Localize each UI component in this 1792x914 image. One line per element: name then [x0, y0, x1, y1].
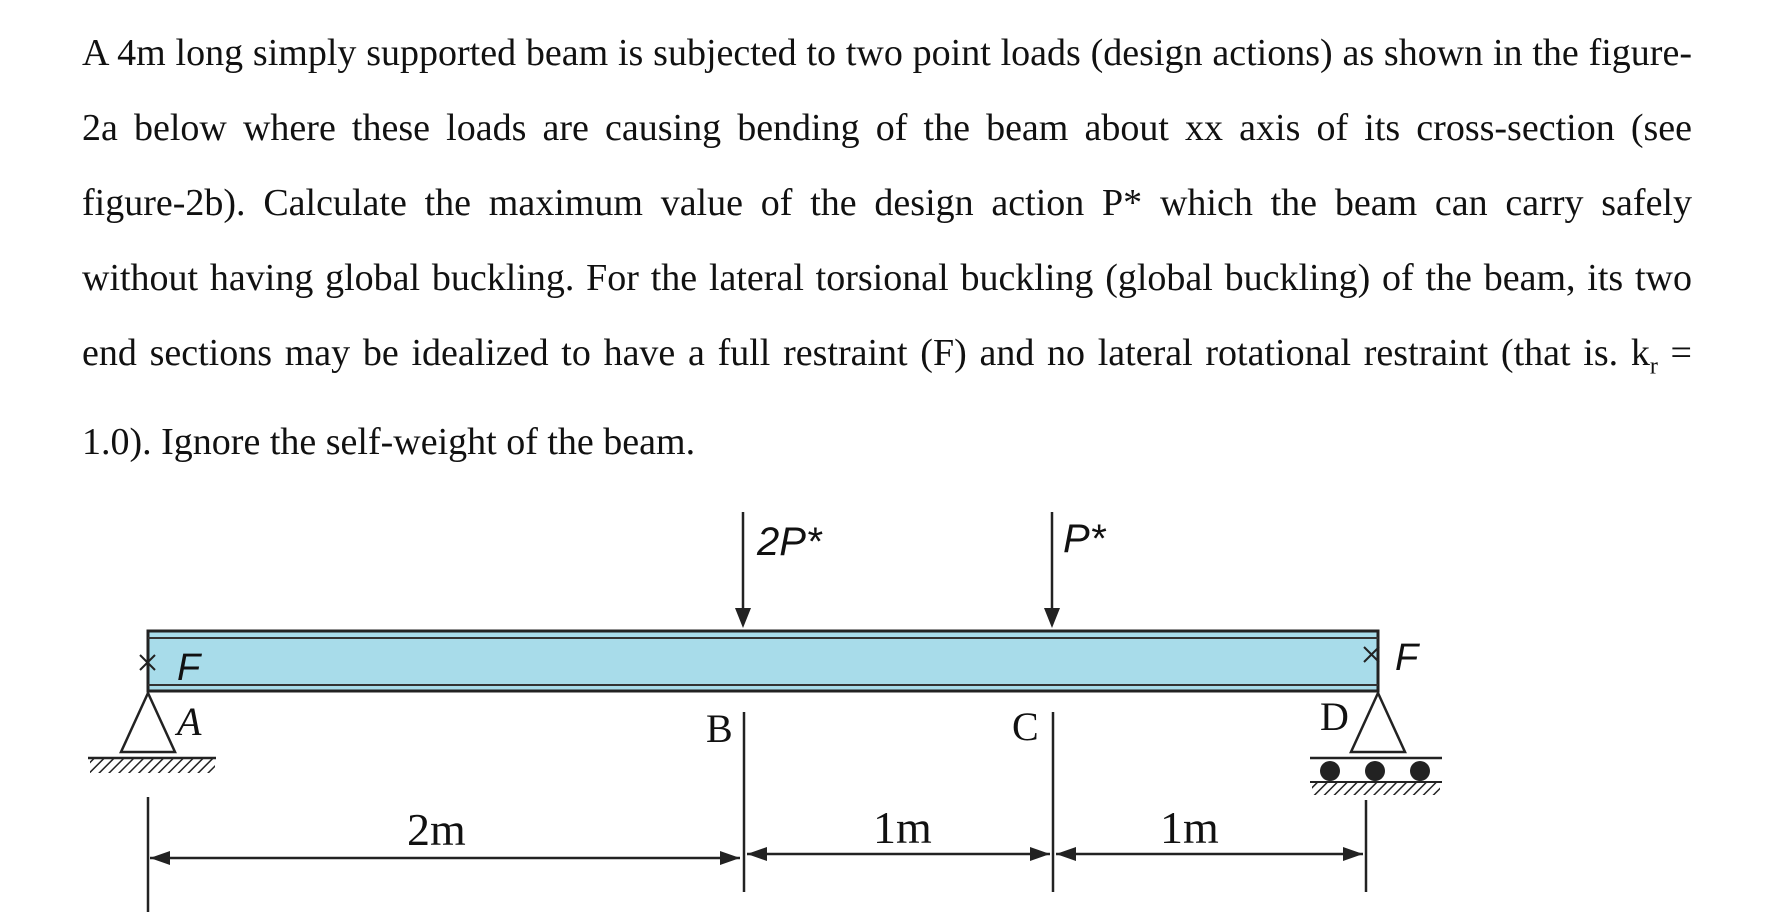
load-2p-arrow	[735, 512, 751, 628]
point-b-label: B	[706, 706, 733, 751]
point-c-label: C	[1012, 704, 1039, 749]
dimension-bc-label: 1m	[873, 802, 932, 853]
problem-subscript: r	[1649, 353, 1658, 380]
load-p-label: P*	[1063, 517, 1106, 561]
point-d-label: D	[1320, 694, 1349, 739]
dimension-ab-label: 2m	[407, 804, 466, 855]
problem-text: A 4m long simply supported beam is subjected to two point loads (design actions) as shown in the figure-2a below where these loads are causing bending of the beam about xx axis of its cross-section (see figure-2b). Calculate the maximum value of the design action P* which the beam can carry safely without having global buckling. For the lateral torsional buckling (global buckling) of the beam, its two end sections may be idealized to have a full restraint (F) and no lateral rotational restraint (that is. k	[82, 32, 1692, 374]
left-restraint-label: F	[177, 647, 201, 689]
beam	[148, 631, 1378, 691]
right-restraint-label: F	[1395, 637, 1419, 679]
beam-body	[148, 631, 1378, 691]
point-a-label: A	[177, 699, 202, 744]
problem-text-end: = 1.0). Ignore the self-weight of the beam.	[82, 332, 1692, 463]
dimension-cd-label: 1m	[1160, 802, 1219, 853]
load-2p-label: 2P*	[757, 520, 822, 564]
load-p-arrow	[1044, 512, 1060, 628]
